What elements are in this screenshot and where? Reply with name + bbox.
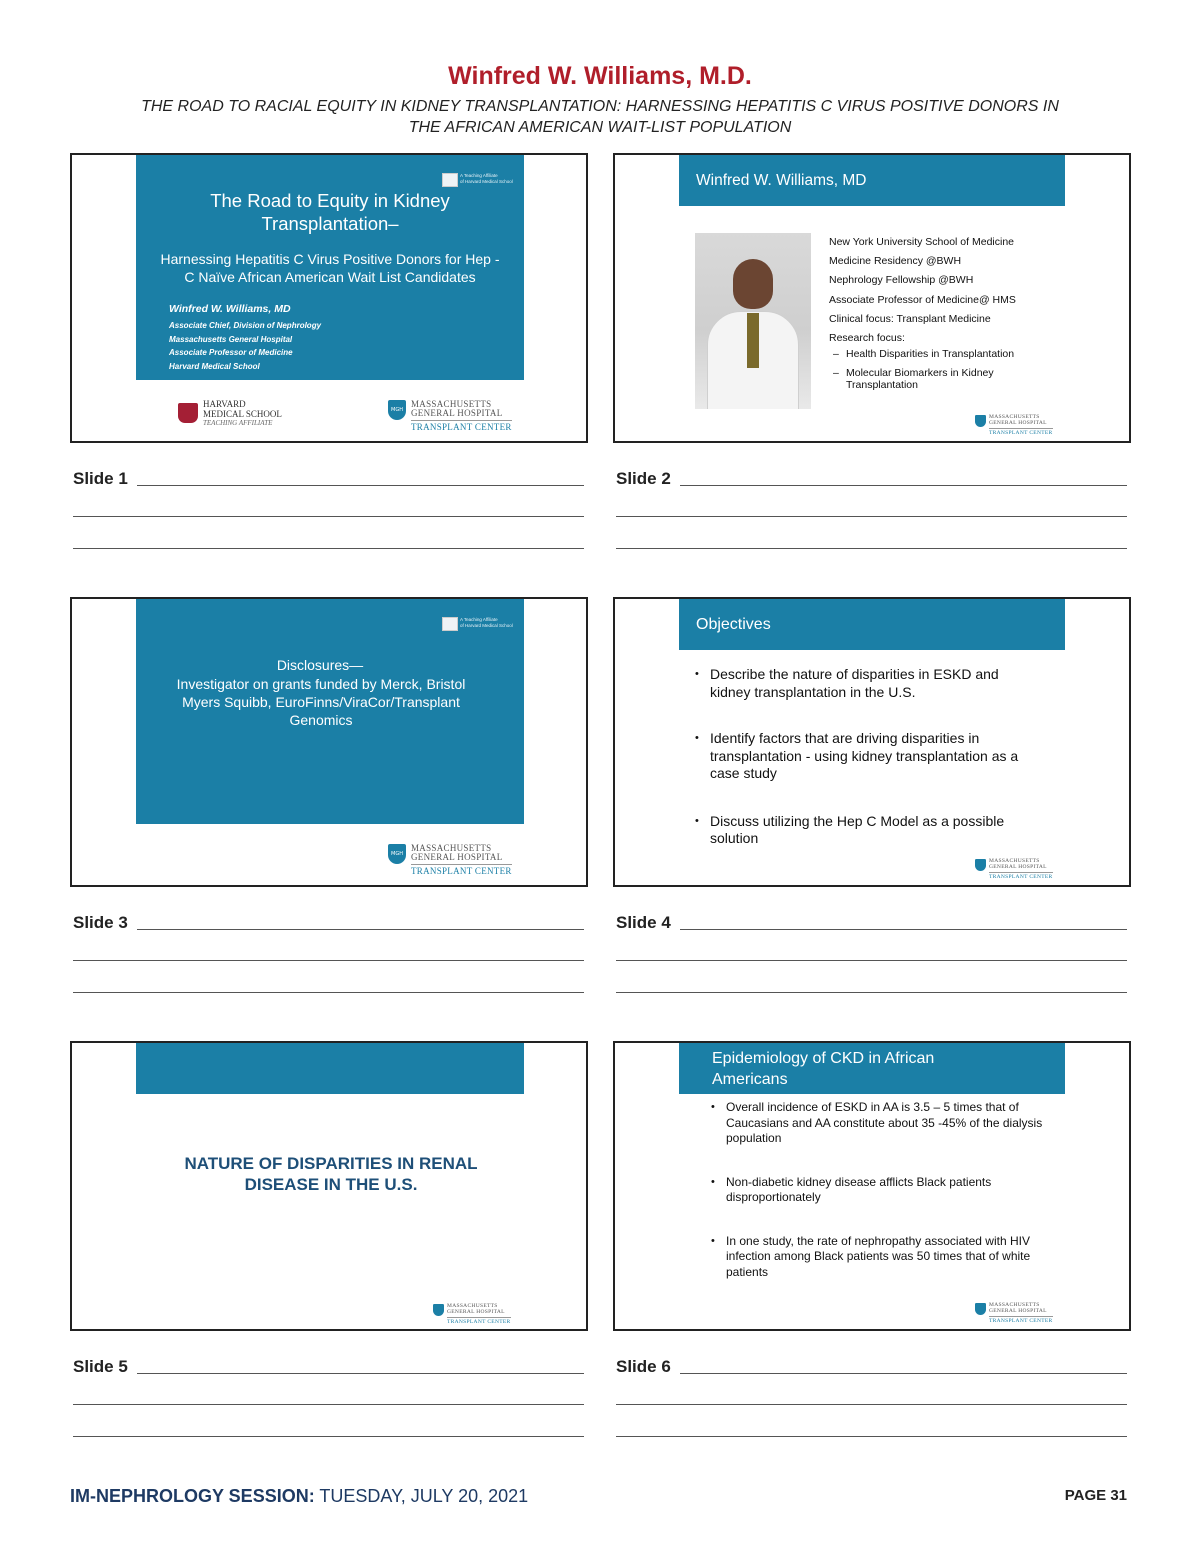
- mgh-shield-icon: [975, 859, 986, 871]
- mgh-transplant-logo: MASSACHUSETTS GENERAL HOSPITAL TRANSPLANT CENTER: [433, 1304, 511, 1326]
- list-item: • Non-diabetic kidney disease afflicts Black patients disproportionately: [711, 1175, 1051, 1206]
- slide-2-label: Slide 2: [616, 469, 671, 488]
- slide-1-label: Slide 1: [73, 469, 128, 488]
- note-line: [137, 1373, 584, 1374]
- page-title: Winfred W. Williams, M.D.: [448, 62, 752, 90]
- list-item: • In one study, the rate of nephropathy associated with HIV infection among Black patients was 50 times that of white patients: [711, 1234, 1051, 1281]
- slide-4-title-bar: [679, 599, 1065, 650]
- slide-3-body: Investigator on grants funded by Merck, Bristol Myers Squibb, EuroFinns/ViraCor/Transplant Genomics: [176, 676, 466, 728]
- mgh-transplant-logo: MGH MASSACHUSETTS GENERAL HOSPITAL TRANSPLANT CENTER: [388, 844, 512, 876]
- hms-shield-icon: [178, 403, 198, 423]
- slide-2-title-bar: [679, 155, 1065, 206]
- footer-session-date: TUESDAY, JULY 20, 2021: [319, 1486, 529, 1506]
- slide-4-bullet-list: [695, 666, 1040, 848]
- note-line: [616, 992, 1127, 993]
- mgh-shield-icon: [975, 1303, 986, 1315]
- note-line: [680, 1373, 1127, 1374]
- footer-session: [70, 1486, 528, 1507]
- footer-session-label: IM-NEPHROLOGY SESSION:: [70, 1486, 315, 1506]
- note-line: [680, 929, 1127, 930]
- slide-1-subtitle: Harnessing Hepatitis C Virus Positive Donors for Hep - C Naïve African American Wait List Candidates: [160, 251, 500, 285]
- slide-2-research-list: – Health Disparities in Transplantation – Molecular Biomarkers in Kidney Transplantation: [833, 348, 1015, 391]
- slide-2-title: Winfred W. Williams, MD: [696, 172, 867, 189]
- slide-1-thumbnail: A Teaching Affiliate of Harvard Medical School The Road to Equity in Kidney Transplantation– Harnessing Hepatitis C Virus Positive Donors for Hep - C Naïve African American Wait List Candidates Winfred W. Williams, MD Associate Chief, Division of Nephrology Massachusetts General Hospital Associate Professor of Medicine Harvard Medical School HARVARD MEDICAL SCHOOL TEACHING AFFILIATE MGH MASSACHUSETTS GENERAL HOSPITAL TRANSPLANT CENTER: [70, 153, 588, 443]
- mgh-shield-icon: [975, 415, 986, 427]
- slide-1-author: Winfred W. Williams, MD: [169, 303, 291, 315]
- slide-3-thumbnail: [70, 597, 588, 887]
- list-item: • Identify factors that are driving disparities in transplantation - using kidney transplantation as a case study: [695, 730, 1040, 783]
- slide-1-affiliations: Associate Chief, Division of Nephrology Massachusetts General Hospital Associate Professor of Medicine Harvard Medical School: [169, 321, 322, 371]
- page-subtitle: THE ROAD TO RACIAL EQUITY IN KIDNEY TRANSPLANTATION: HARNESSING HEPATITIS C VIRUS POSITIVE DONORS IN THE AFRICAN AMERICAN WAIT-LIST POPULATION: [141, 98, 1059, 136]
- mgh-transplant-logo: MGH MASSACHUSETTS GENERAL HOSPITAL TRANSPLANT CENTER: [388, 400, 512, 432]
- note-line: [616, 548, 1127, 549]
- slide-3-disclosure-panel: A Teaching Affiliate of Harvard Medical School Disclosures— Investigator on grants funded by Merck, Bristol Myers Squibb, EuroFinns/ViraCor/Transplant Genomics: [136, 599, 524, 824]
- slide-4-thumbnail: [613, 597, 1131, 887]
- slide-3-label: Slide 3: [73, 913, 128, 932]
- slide-5-title-bar: [136, 1043, 524, 1094]
- note-line: [73, 1404, 584, 1405]
- note-line: [616, 960, 1127, 961]
- harvard-crest-icon: [442, 173, 458, 187]
- slide-6-bullet-list: [711, 1100, 1051, 1280]
- mgh-shield-icon: [433, 1304, 444, 1316]
- mgh-transplant-logo: MASSACHUSETTS GENERAL HOSPITAL TRANSPLANT CENTER: [975, 859, 1053, 881]
- note-line: [73, 516, 584, 517]
- teaching-affiliate-line2: of Harvard Medical School: [460, 179, 513, 184]
- list-item: • Describe the nature of disparities in ESKD and kidney transplantation in the U.S.: [695, 666, 1040, 701]
- slide-4-title: Objectives: [696, 616, 771, 633]
- note-line: [73, 1436, 584, 1437]
- mgh-shield-icon: MGH: [388, 400, 406, 420]
- note-line: [73, 992, 584, 993]
- slide-6-label: Slide 6: [616, 1357, 671, 1376]
- slide-1-title: The Road to Equity in Kidney Transplantation–: [210, 190, 450, 234]
- note-line: [616, 1404, 1127, 1405]
- note-line: [616, 516, 1127, 517]
- slide-5-thumbnail: [70, 1041, 588, 1331]
- list-item: • Overall incidence of ESKD in AA is 3.5 – 5 times that of Caucasians and AA constitute about 35 -45% of the dialysis population: [711, 1100, 1051, 1147]
- slide-1-title-panel: [136, 155, 524, 380]
- note-line: [73, 548, 584, 549]
- presenter-photo: [695, 233, 811, 409]
- note-line: [73, 960, 584, 961]
- mgh-transplant-logo: MASSACHUSETTS GENERAL HOSPITAL TRANSPLANT CENTER: [975, 1303, 1053, 1325]
- teaching-affiliate-line1: A Teaching Affiliate: [460, 173, 498, 178]
- slide-4-label: Slide 4: [616, 913, 671, 932]
- mgh-transplant-logo: MASSACHUSETTS GENERAL HOSPITAL TRANSPLANT CENTER: [975, 415, 1053, 437]
- note-line: [137, 929, 584, 930]
- slide-6-title-bar: [679, 1043, 1065, 1094]
- mgh-shield-icon: MGH: [388, 844, 406, 864]
- note-line: [680, 485, 1127, 486]
- page-number: PAGE 31: [1064, 1487, 1127, 1504]
- note-line: [137, 485, 584, 486]
- list-item: • Discuss utilizing the Hep C Model as a possible solution: [695, 813, 1040, 848]
- slide-2-bio: New York University School of Medicine Medicine Residency @BWH Nephrology Fellowship @BWH Associate Professor of Medicine@ HMS Clinical focus: Transplant Medicine Research focus:: [829, 236, 1016, 345]
- presenter-head: [733, 259, 773, 309]
- note-line: [616, 1436, 1127, 1437]
- slide-2-thumbnail: [613, 153, 1131, 443]
- presenter-tie: [747, 313, 759, 368]
- slide-5-section-title: NATURE OF DISPARITIES IN RENAL DISEASE IN THE U.S.: [184, 1154, 478, 1194]
- harvard-crest-icon: [442, 617, 458, 631]
- slide-3-heading: Disclosures—: [276, 657, 364, 673]
- slide-5-label: Slide 5: [73, 1357, 128, 1376]
- slide-6-title: Epidemiology of CKD in African Americans: [712, 1050, 935, 1088]
- slide-6-thumbnail: [613, 1041, 1131, 1331]
